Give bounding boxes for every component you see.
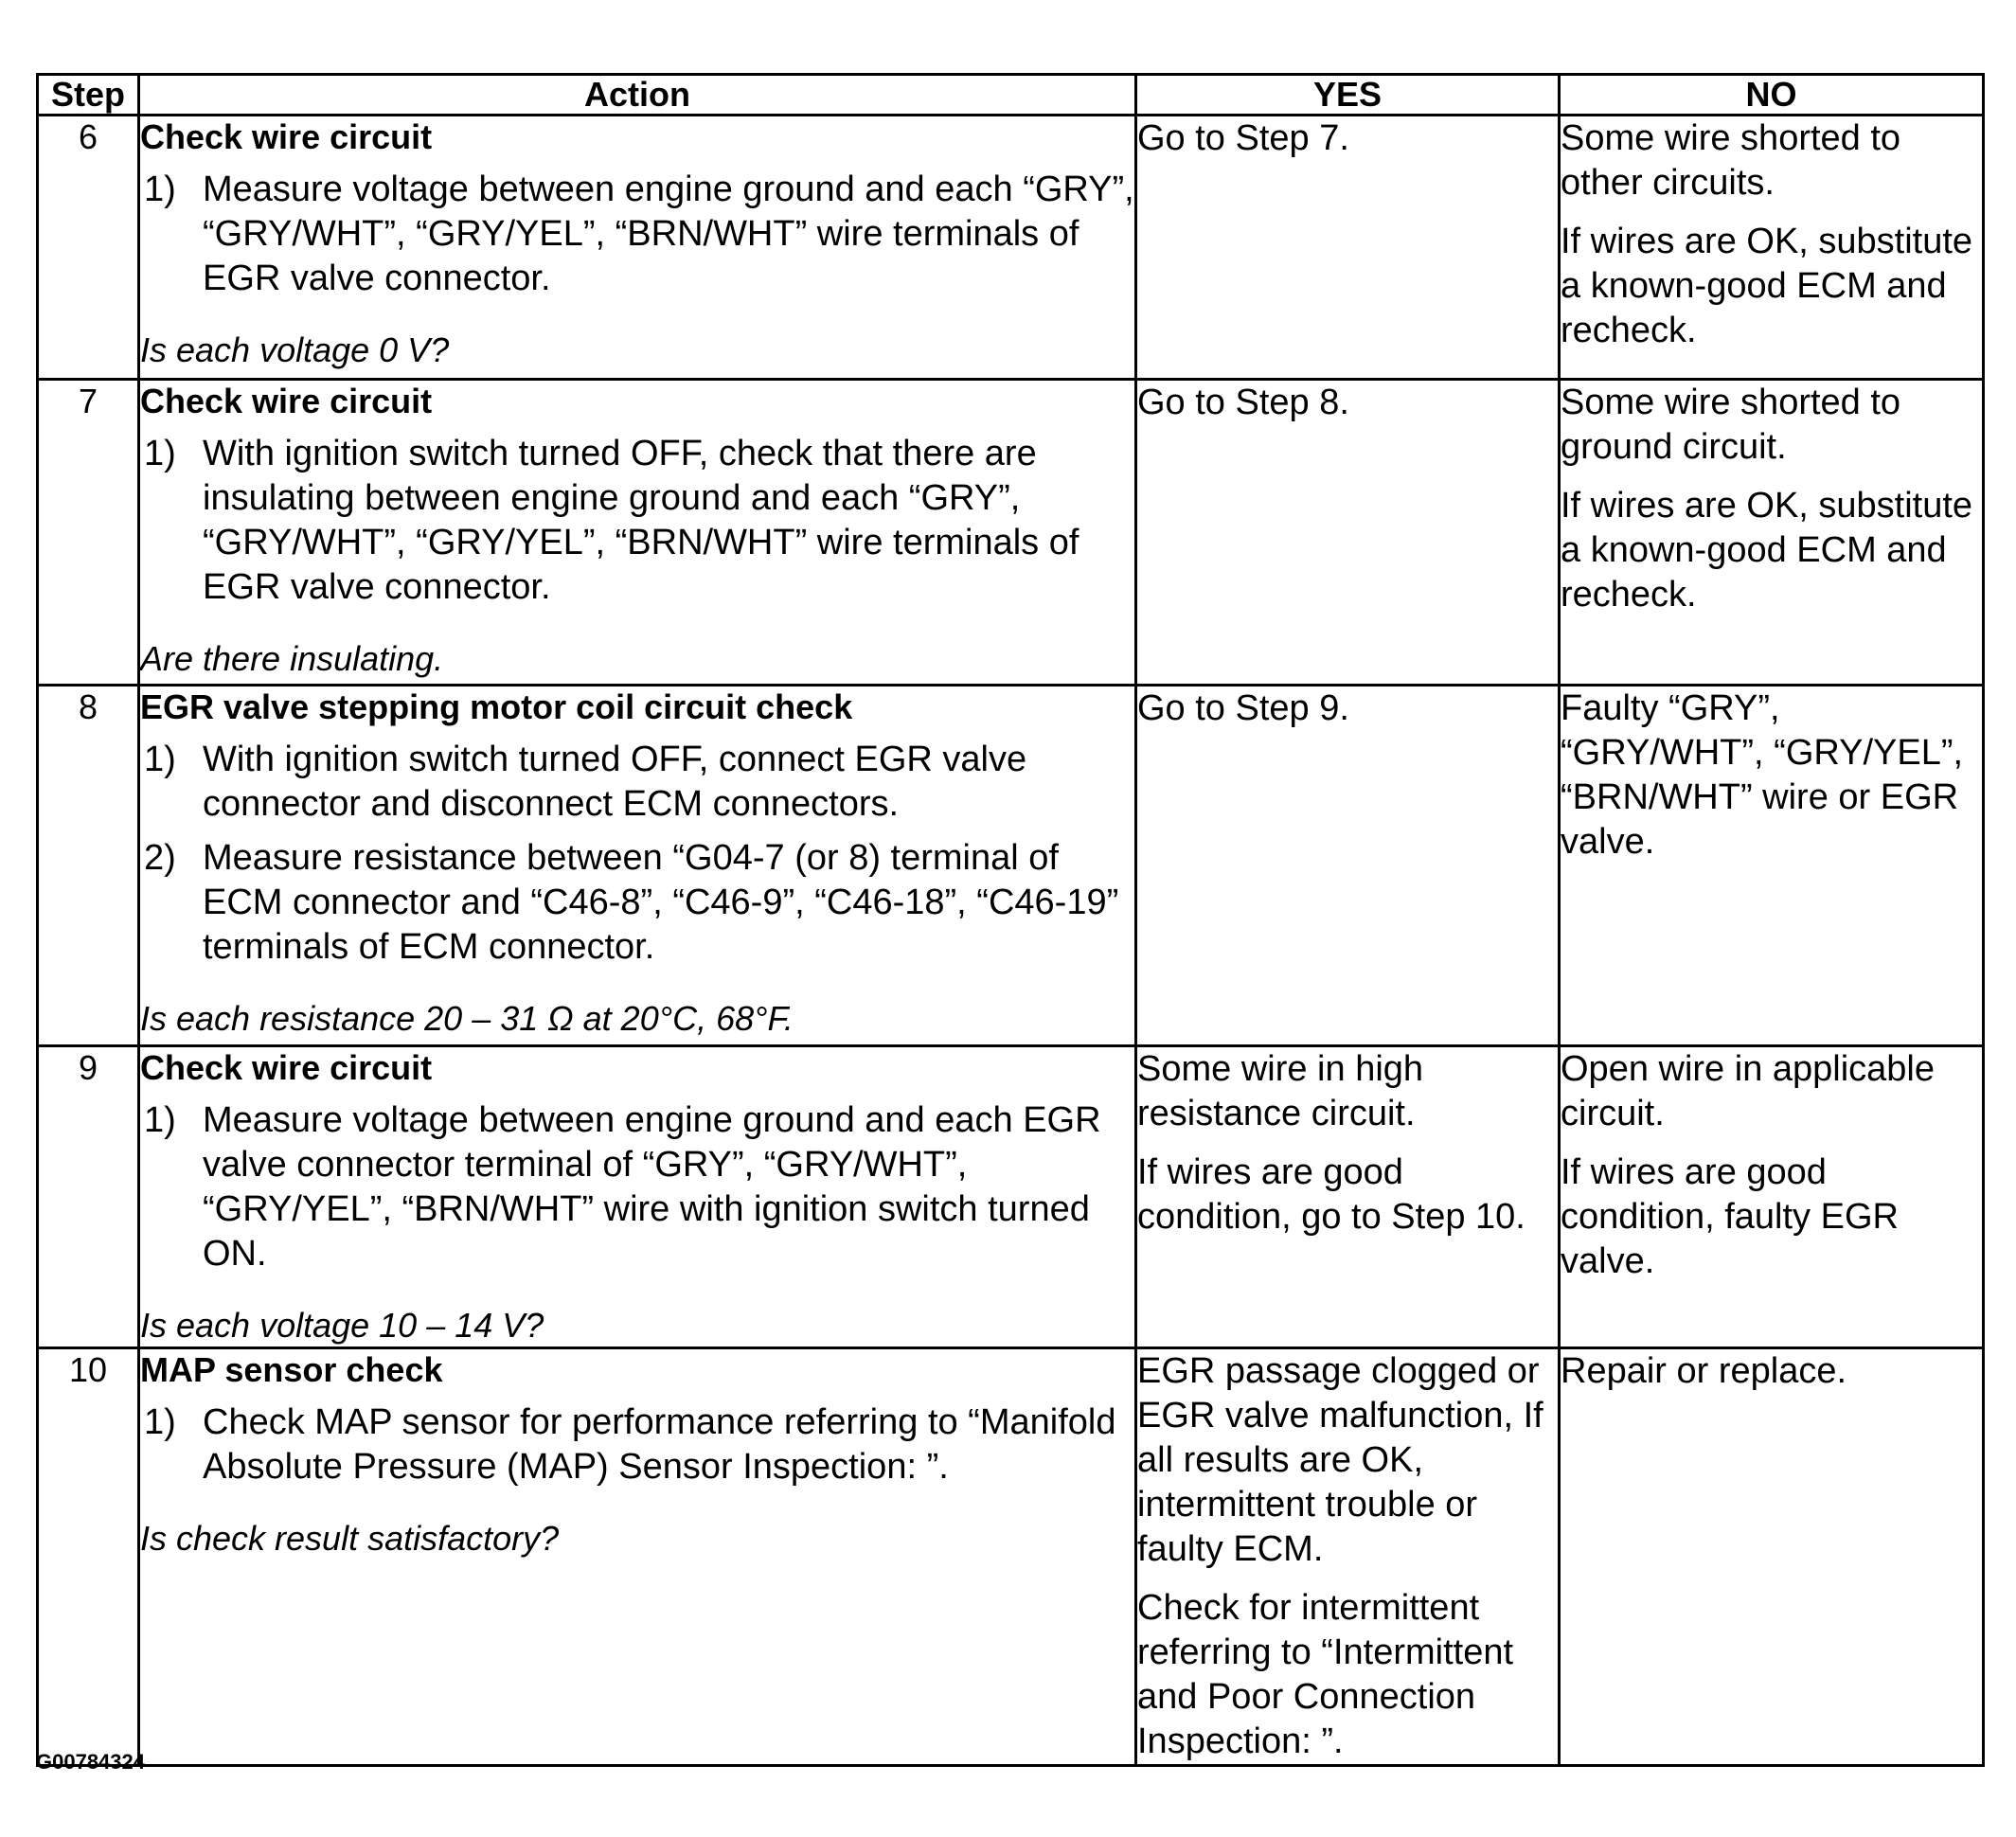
no-cell [1560, 1046, 1984, 1348]
action-title: Check wire circuit [140, 117, 433, 156]
yes-paragraph: Some wire in high resistance circuit. [1137, 1049, 1424, 1133]
action-title: Check wire circuit [140, 382, 433, 420]
header-yes: YES [1136, 75, 1560, 116]
troubleshooting-table [36, 73, 1985, 1767]
table-row [38, 116, 1984, 380]
no-paragraph: If wires are good condition, faulty EGR valve. [1561, 1152, 1899, 1281]
header-row [38, 75, 1984, 116]
no-paragraph: Open wire in applicable circuit. [1561, 1049, 1936, 1133]
table-row [38, 686, 1984, 1046]
yes-paragraph: Go to Step 9. [1137, 688, 1349, 728]
yes-paragraph: Check for intermittent referring to “Intermittent and Poor Connection Inspection: ”. [1137, 1588, 1514, 1761]
action-cell [139, 380, 1136, 686]
no-paragraph: If wires are OK, substitute a known-good ECM and recheck. [1561, 486, 1973, 615]
yes-paragraph: If wires are good condition, go to Step 10. [1137, 1152, 1525, 1237]
header-no: NO [1560, 75, 1984, 116]
substep-text: Check MAP sensor for performance referring to “Manifold Absolute Pressure (MAP) Sensor Inspection: ”. [203, 1402, 1116, 1487]
action-title: MAP sensor check [140, 1350, 443, 1389]
yes-cell [1136, 116, 1560, 380]
yes-paragraph: Go to Step 7. [1137, 118, 1349, 158]
action-substep [140, 738, 1134, 827]
no-cell [1560, 380, 1984, 686]
yes-cell [1136, 1348, 1560, 1766]
step-number: 10 [38, 1348, 139, 1766]
action-title: EGR valve stepping motor coil circuit check [140, 687, 853, 726]
action-question: Are there insulating. [140, 639, 444, 678]
action-substep [140, 1098, 1134, 1276]
step-number: 7 [38, 380, 139, 686]
action-cell [139, 1046, 1136, 1348]
substep-text: With ignition switch turned OFF, connect EGR valve connector and disconnect ECM connectors. [203, 740, 1027, 824]
no-paragraph: If wires are OK, substitute a known-good ECM and recheck. [1561, 222, 1973, 350]
action-question: Is check result satisfactory? [140, 1519, 560, 1558]
action-question: Is each resistance 20 – 31 Ω at 20°C, 68°F. [140, 999, 794, 1038]
step-number: 6 [38, 116, 139, 380]
table-row [38, 380, 1984, 686]
action-cell [139, 116, 1136, 380]
yes-paragraph: Go to Step 8. [1137, 383, 1349, 422]
substep-number: 2) [144, 838, 176, 878]
header-action: Action [139, 75, 1136, 116]
substep-number: 1) [144, 740, 176, 779]
figure-code: G00784324 [36, 1750, 145, 1774]
action-question: Is each voltage 10 – 14 V? [140, 1306, 544, 1345]
action-substep [140, 168, 1134, 301]
action-cell [139, 1348, 1136, 1766]
no-paragraph: Repair or replace. [1561, 1351, 1847, 1391]
no-cell [1560, 686, 1984, 1046]
substep-number: 1) [144, 169, 176, 209]
yes-paragraph: EGR passage clogged or EGR valve malfunction, If all results are OK, intermittent trouble or faulty ECM. [1137, 1351, 1543, 1569]
no-paragraph: Some wire shorted to ground circuit. [1561, 383, 1901, 467]
step-number: 8 [38, 686, 139, 1046]
no-cell [1560, 116, 1984, 380]
substep-text: Measure voltage between engine ground and each “GRY”, “GRY/WHT”, “GRY/YEL”, “BRN/WHT” wire terminals of EGR valve connector. [203, 169, 1134, 298]
no-cell [1560, 1348, 1984, 1766]
substep-text: Measure resistance between “G04-7 (or 8) terminal of ECM connector and “C46-8”, “C46-9”, “C46-18”, “C46-19” terminals of ECM connector. [203, 838, 1119, 967]
substep-number: 1) [144, 1402, 176, 1442]
no-paragraph: Faulty “GRY”, “GRY/WHT”, “GRY/YEL”, “BRN/WHT” wire or EGR valve. [1561, 688, 1964, 862]
yes-cell [1136, 1046, 1560, 1348]
table-row [38, 1348, 1984, 1766]
step-number: 9 [38, 1046, 139, 1348]
substep-number: 1) [144, 1100, 176, 1140]
action-title: Check wire circuit [140, 1048, 433, 1087]
substep-text: With ignition switch turned OFF, check that there are insulating between engine ground and each “GRY”, “GRY/WHT”, “GRY/YEL”, “BRN/WHT” wire terminals of EGR valve connector. [203, 434, 1079, 607]
action-cell [139, 686, 1136, 1046]
action-substep [140, 1400, 1134, 1489]
action-substep [140, 432, 1134, 610]
substep-number: 1) [144, 434, 176, 473]
yes-cell [1136, 380, 1560, 686]
action-substep [140, 836, 1134, 970]
no-paragraph: Some wire shorted to other circuits. [1561, 118, 1901, 203]
action-question: Is each voltage 0 V? [140, 330, 450, 369]
table-row [38, 1046, 1984, 1348]
yes-cell [1136, 686, 1560, 1046]
substep-text: Measure voltage between engine ground and each EGR valve connector terminal of “GRY”, “GRY/WHT”, “GRY/YEL”, “BRN/WHT” wire with ignition switch turned ON. [203, 1100, 1101, 1274]
header-step: Step [38, 75, 139, 116]
